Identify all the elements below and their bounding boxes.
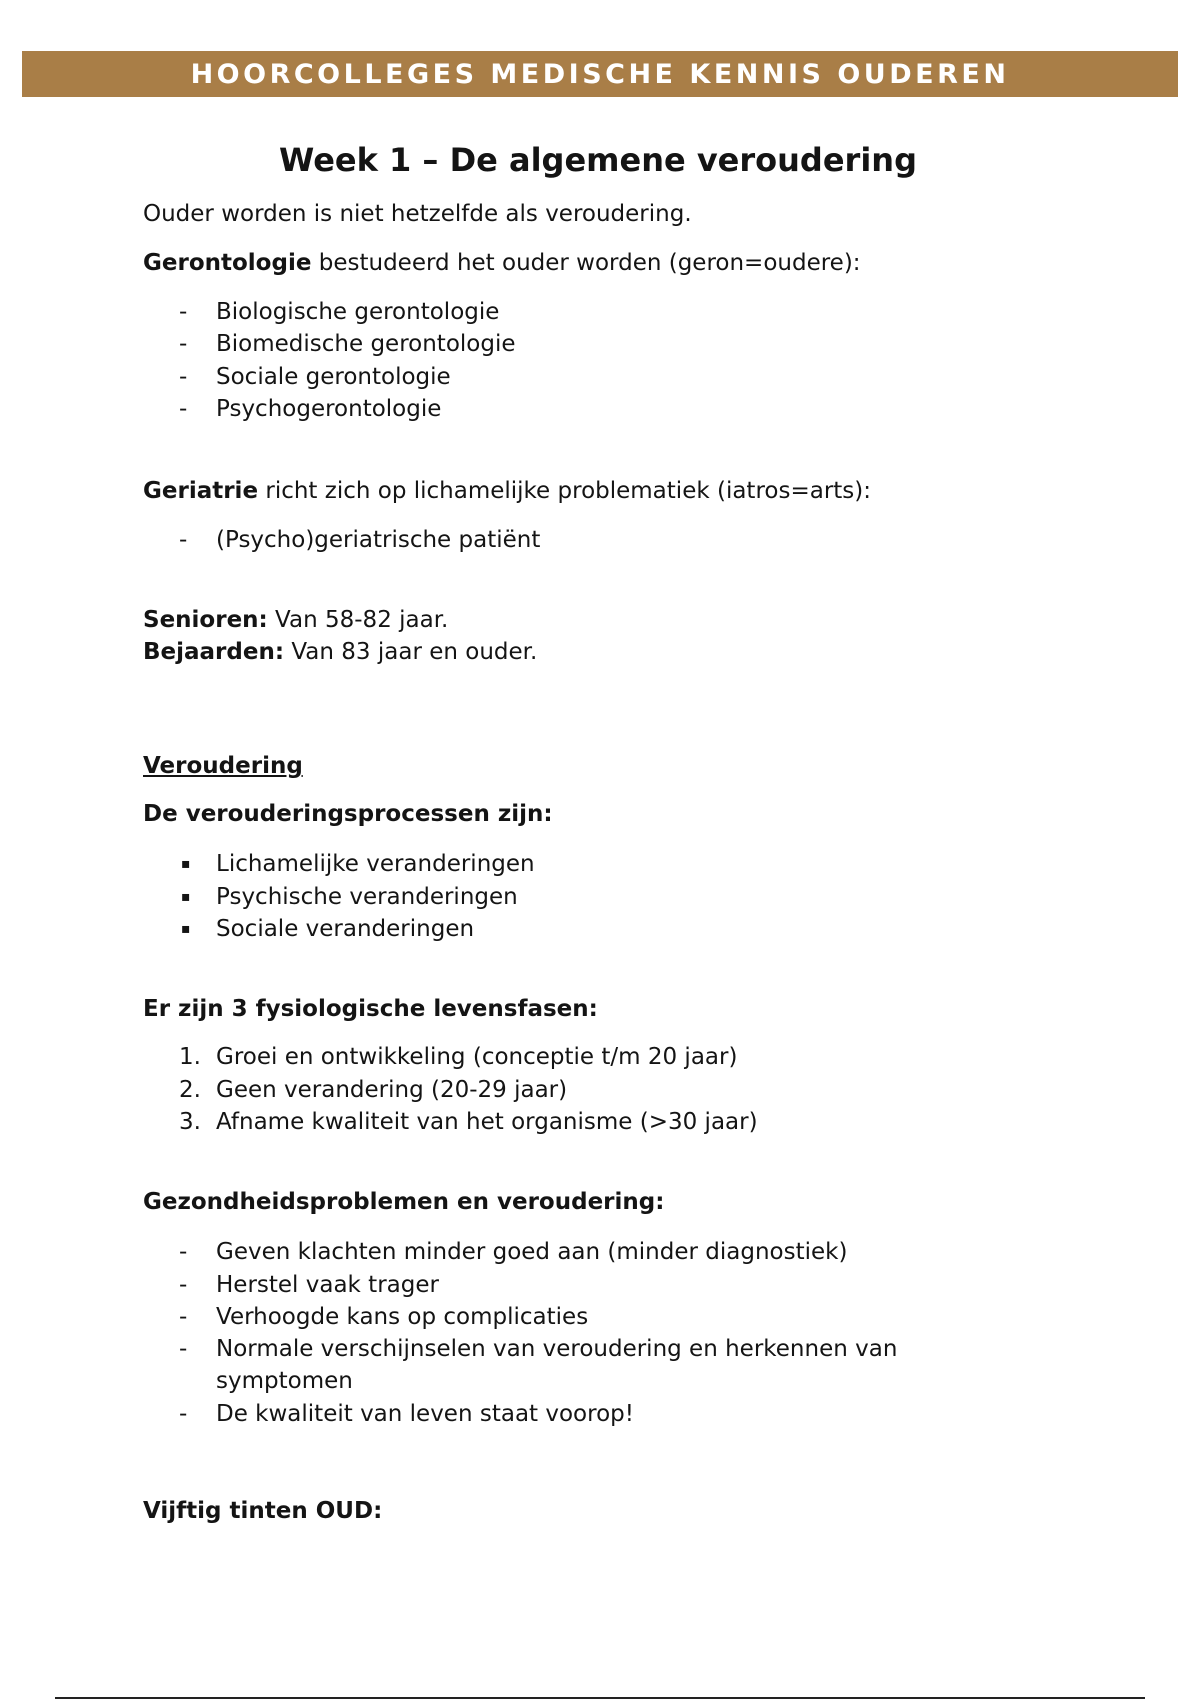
bejaarden-line: Bejaarden: Van 83 jaar en ouder.: [143, 639, 538, 666]
section-heading-veroudering: Veroudering: [143, 753, 303, 780]
senioren-term: Senioren:: [143, 607, 268, 634]
list-item: ▪ Psychische veranderingen: [143, 881, 1103, 913]
dash-marker: -: [179, 1239, 188, 1266]
geriatrie-paragraph: [143, 475, 1103, 507]
geriatrie-term: Geriatrie: [143, 478, 259, 505]
geriatrie-list: [143, 524, 1103, 556]
dash-marker: -: [179, 1400, 188, 1427]
gezondheid-list: [143, 1236, 1103, 1430]
dash-marker: -: [179, 331, 188, 358]
square-bullet-icon: ▪: [181, 921, 191, 938]
list-item: - Psychogerontologie: [143, 393, 1103, 425]
processen-heading: De verouderingsprocessen zijn:: [143, 801, 553, 828]
gerontologie-text: bestudeerd het ouder worden (geron=oudere):: [311, 250, 861, 276]
list-number: 2.: [179, 1076, 201, 1103]
vijftig-heading: Vijftig tinten OUD:: [143, 1498, 383, 1525]
dash-marker: -: [179, 1271, 188, 1298]
list-item: ▪ Lichamelijke veranderingen: [143, 848, 1103, 880]
gerontologie-list: [143, 296, 1103, 425]
levensfasen-list: [143, 1041, 1103, 1138]
list-number: 1.: [179, 1044, 201, 1071]
dash-marker: -: [179, 395, 188, 422]
list-item: 2. Geen verandering (20-29 jaar): [143, 1074, 1103, 1106]
header-banner: [22, 51, 1178, 97]
processen-list: [143, 848, 1103, 945]
dash-marker: -: [179, 299, 188, 325]
list-item: - Herstel vaak trager: [143, 1269, 1103, 1301]
gezondheid-heading: Gezondheidsproblemen en veroudering:: [143, 1189, 665, 1216]
dash-marker: -: [179, 1336, 188, 1363]
list-item: - Normale verschijnselen van veroudering en herkennen van symptomen: [143, 1333, 936, 1398]
list-item: 1. Groei en ontwikkeling (conceptie t/m 20 jaar): [143, 1041, 1103, 1073]
list-item: - (Psycho)geriatrische patiënt: [143, 524, 1103, 556]
list-item: - Verhoogde kans op complicaties: [143, 1301, 1103, 1333]
list-item: - Biomedische gerontologie: [143, 328, 1103, 360]
page-title: Week 1 – De algemene veroudering: [279, 141, 917, 179]
footer-divider: [55, 1697, 1145, 1699]
gerontologie-paragraph: [143, 247, 1103, 279]
dash-marker: -: [179, 527, 188, 554]
list-number: 3.: [179, 1108, 201, 1135]
banner-title: HOORCOLLEGES MEDISCHE KENNIS OUDEREN: [190, 58, 1010, 90]
geriatrie-text: richt zich op lichamelijke problematiek (iatros=arts):: [258, 478, 871, 505]
square-bullet-icon: ▪: [181, 856, 191, 873]
list-item: - Biologische gerontologie: [143, 296, 1103, 328]
intro-text: Ouder worden is niet hetzelfde als veroudering.: [143, 201, 692, 227]
list-item: 3. Afname kwaliteit van het organisme (>30 jaar): [143, 1106, 1103, 1138]
document-body: [143, 136, 1103, 1527]
list-item: - De kwaliteit van leven staat voorop!: [143, 1398, 1103, 1430]
dash-marker: -: [179, 363, 188, 390]
list-item: ▪ Sociale veranderingen: [143, 913, 1103, 945]
square-bullet-icon: ▪: [181, 888, 191, 905]
gerontologie-term: Gerontologie: [143, 250, 312, 276]
senioren-line: Senioren: Van 58-82 jaar.: [143, 607, 449, 634]
levensfasen-heading: Er zijn 3 fysiologische levensfasen:: [143, 996, 598, 1023]
list-item: - Sociale gerontologie: [143, 361, 1103, 393]
list-item: - Geven klachten minder goed aan (minder diagnostiek): [143, 1236, 1103, 1268]
dash-marker: -: [179, 1303, 188, 1330]
bejaarden-term: Bejaarden:: [143, 639, 285, 666]
